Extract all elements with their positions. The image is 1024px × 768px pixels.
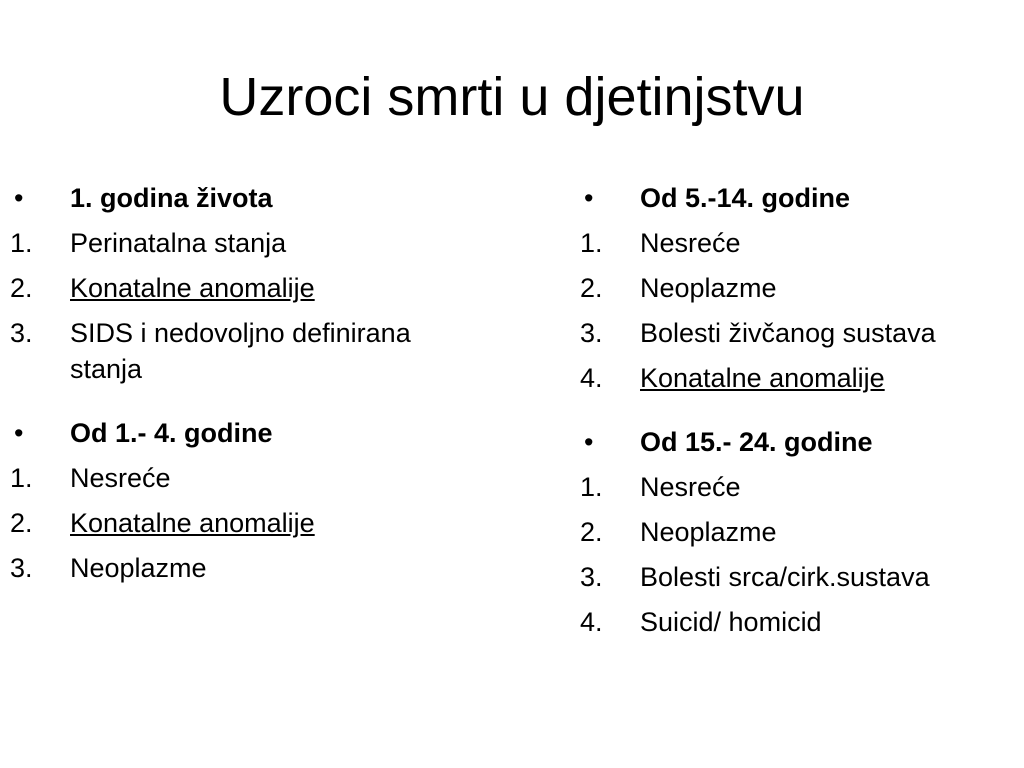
list-number: 2.	[580, 517, 603, 547]
list-item-text: Nesreće	[70, 463, 171, 493]
bullet-icon: •	[14, 418, 24, 448]
list-item	[10, 270, 480, 306]
section-ages-5-14	[580, 180, 1020, 396]
slide-title: Uzroci smrti u djetinjstvu	[219, 67, 805, 127]
list-item	[580, 559, 1020, 595]
list-number: 2.	[10, 508, 33, 538]
list-item-text: Neoplazme	[70, 553, 207, 583]
list-item-text: Nesreće	[640, 228, 741, 258]
list-number: 3.	[580, 318, 603, 348]
list-number: 3.	[10, 318, 33, 348]
list-item	[10, 460, 480, 496]
list-item	[580, 514, 1020, 550]
section-heading-row	[580, 180, 1020, 216]
list-item-text: SIDS i nedovoljno definirana stanja	[70, 318, 411, 384]
section-heading-row	[10, 180, 480, 216]
list-number: 1.	[10, 228, 33, 258]
list-item-text: Nesreće	[640, 472, 741, 502]
list-item	[580, 360, 1020, 396]
bullet-icon: •	[14, 183, 24, 213]
list-item-text: Konatalne anomalije	[640, 363, 885, 393]
list-item-text: Suicid/ homicid	[640, 607, 822, 637]
list-number: 3.	[10, 553, 33, 583]
list-item	[10, 225, 480, 261]
list-item-text: Bolesti srca/cirk.sustava	[640, 562, 930, 592]
list-item-text: Neoplazme	[640, 517, 777, 547]
list-item	[580, 315, 1020, 351]
section-heading: 1. godina života	[70, 183, 273, 213]
section-heading-row	[580, 424, 1020, 460]
list-item	[580, 469, 1020, 505]
right-column	[580, 180, 1020, 649]
list-number: 1.	[580, 228, 603, 258]
section-heading: Od 1.- 4. godine	[70, 418, 273, 448]
list-number: 3.	[580, 562, 603, 592]
list-item-text: Neoplazme	[640, 273, 777, 303]
section-ages-1-4	[10, 415, 480, 586]
list-item	[10, 505, 480, 541]
section-first-year	[10, 180, 480, 387]
list-item-text: Perinatalna stanja	[70, 228, 287, 258]
list-number: 1.	[580, 472, 603, 502]
list-item	[580, 270, 1020, 306]
list-number: 4.	[580, 607, 603, 637]
list-item	[10, 550, 480, 586]
list-item	[580, 604, 1020, 640]
section-ages-15-24	[580, 424, 1020, 640]
list-item-text: Bolesti živčanog sustava	[640, 318, 936, 348]
list-number: 2.	[580, 273, 603, 303]
list-item-text: Konatalne anomalije	[70, 273, 315, 303]
list-number: 1.	[10, 463, 33, 493]
bullet-icon: •	[584, 183, 594, 213]
list-number: 2.	[10, 273, 33, 303]
left-column	[10, 180, 480, 595]
section-heading: Od 5.-14. godine	[640, 183, 851, 213]
list-item	[10, 315, 480, 387]
section-heading: Od 15.- 24. godine	[640, 427, 873, 457]
section-heading-row	[10, 415, 480, 451]
list-item-text: Konatalne anomalije	[70, 508, 315, 538]
list-item	[580, 225, 1020, 261]
list-number: 4.	[580, 363, 603, 393]
bullet-icon: •	[584, 427, 594, 457]
